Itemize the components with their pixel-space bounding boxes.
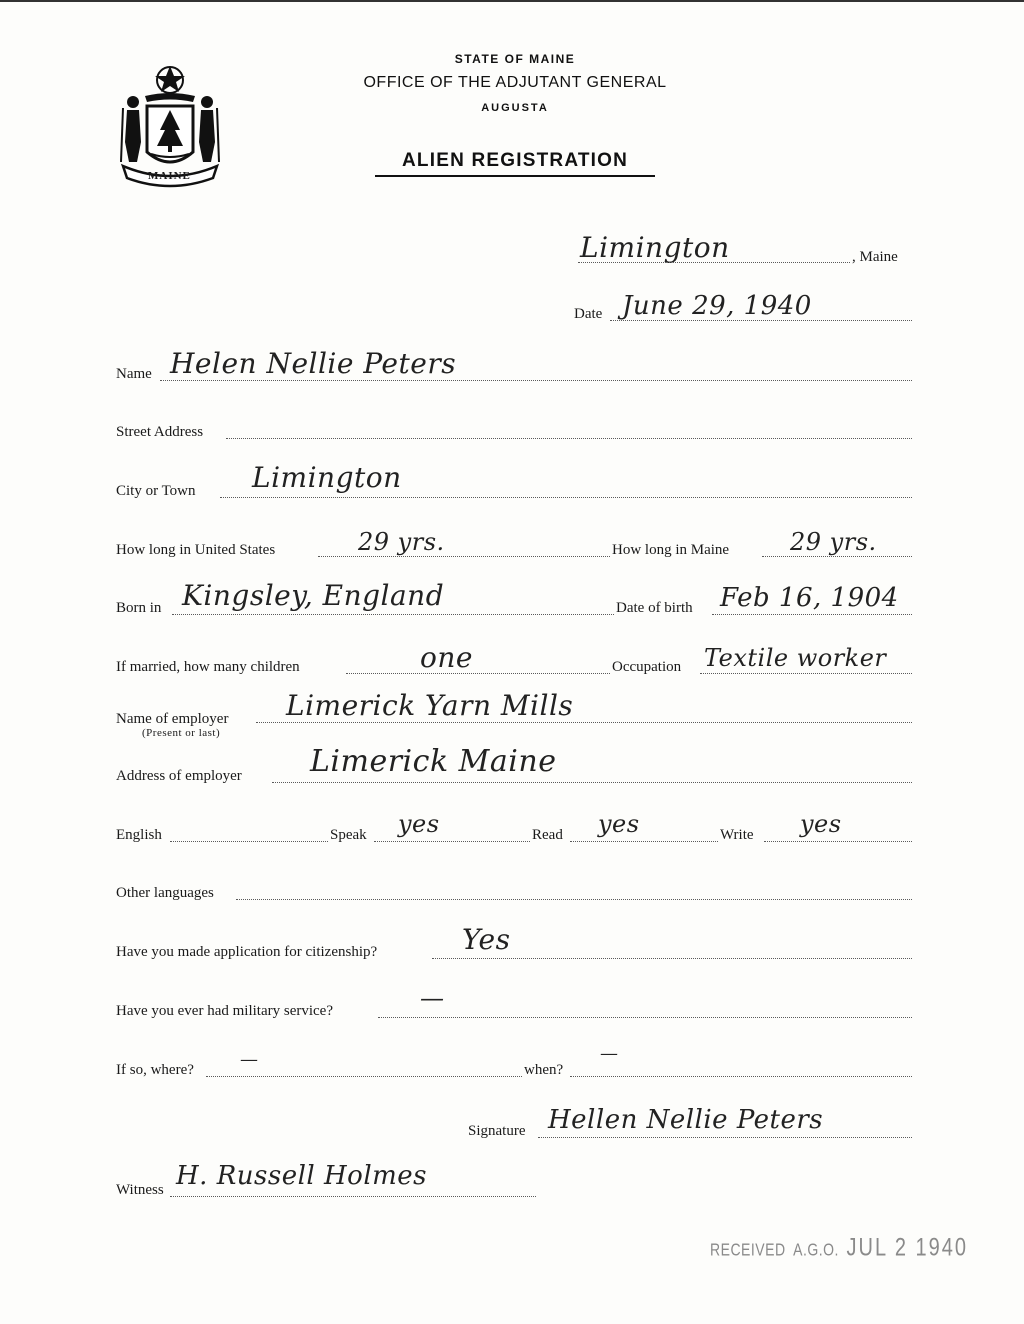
children-label: If married, how many children [116, 659, 300, 675]
speak-value: yes [398, 810, 440, 838]
when-line [570, 1076, 912, 1077]
other-languages-line [236, 899, 912, 900]
english-line [170, 841, 328, 842]
when-value: — [600, 1043, 619, 1064]
form-title: ALIEN REGISTRATION [401, 150, 629, 171]
occupation-value: Textile worker [704, 644, 887, 672]
us-duration-label: How long in United States [116, 542, 276, 558]
dob-line [712, 614, 912, 615]
where-line [206, 1076, 522, 1077]
born-label: Born in [116, 600, 162, 616]
street-line [226, 438, 912, 439]
other-languages-label: Other languages [116, 885, 214, 901]
city-label: City or Town [116, 483, 196, 499]
write-line [764, 841, 912, 842]
signature-label: Signature [468, 1123, 526, 1139]
title-underline [375, 175, 655, 177]
street-label: Street Address [116, 424, 204, 440]
header-city: AUGUSTA [481, 102, 549, 114]
children-line [346, 673, 610, 674]
military-value: — [420, 984, 445, 1012]
witness-line [170, 1196, 536, 1197]
born-value: Kingsley, England [182, 579, 445, 612]
employer-address-value: Limerick Maine [310, 744, 557, 779]
read-label: Read [532, 827, 563, 843]
maine-duration-label: How long in Maine [612, 542, 730, 558]
read-line [570, 841, 718, 842]
born-line [172, 614, 614, 615]
stamp-date: JUL 2 1940 [846, 1234, 969, 1262]
witness-value: H. Russell Holmes [176, 1161, 428, 1191]
maine-duration-value: 29 yrs. [790, 528, 877, 556]
town-line [578, 262, 850, 263]
dob-label: Date of birth [616, 600, 693, 616]
citizenship-line [432, 958, 912, 959]
write-value: yes [800, 810, 842, 838]
town-value: Limington [580, 231, 730, 264]
employer-address-label: Address of employer [116, 768, 242, 784]
city-value: Limington [252, 461, 402, 494]
occupation-label: Occupation [612, 659, 682, 675]
date-value: June 29, 1940 [622, 291, 812, 321]
witness-label: Witness [116, 1182, 164, 1198]
military-line [378, 1017, 912, 1018]
name-label: Name [116, 366, 152, 382]
employer-sublabel: (Present or last) [142, 727, 221, 739]
read-value: yes [598, 810, 640, 838]
write-label: Write [720, 827, 754, 843]
us-duration-line [318, 556, 610, 557]
maine-duration-line [762, 556, 912, 557]
employer-address-line [272, 782, 912, 783]
top-edge [0, 0, 1024, 2]
citizenship-value: Yes [462, 923, 511, 956]
town-state-label: , Maine [852, 249, 898, 265]
military-label: Have you ever had military service? [116, 1003, 333, 1019]
stamp-agency: A.G.O. [793, 1239, 839, 1259]
name-line [160, 380, 912, 381]
header-office: OFFICE OF THE ADJUTANT GENERAL [363, 74, 667, 91]
citizenship-label: Have you made application for citizenship? [116, 944, 378, 960]
city-line [220, 497, 912, 498]
where-label: If so, where? [116, 1062, 194, 1078]
speak-line [374, 841, 530, 842]
us-duration-value: 29 yrs. [358, 528, 445, 556]
employer-line [256, 722, 912, 723]
signature-value: Hellen Nellie Peters [548, 1105, 824, 1135]
seal-banner-text: MAINE [148, 170, 191, 182]
when-label: when? [524, 1062, 564, 1078]
stamp-received: RECEIVED [710, 1239, 786, 1259]
header-state: STATE OF MAINE [454, 52, 576, 66]
dob-value: Feb 16, 1904 [720, 583, 899, 613]
children-value: one [420, 641, 473, 674]
employer-label: Name of employer [116, 711, 229, 727]
speak-label: Speak [330, 827, 367, 843]
occupation-line [700, 673, 912, 674]
date-label: Date [574, 306, 603, 322]
where-value: — [240, 1049, 259, 1070]
signature-line [538, 1137, 912, 1138]
english-label: English [116, 827, 162, 843]
name-value: Helen Nellie Peters [170, 347, 457, 380]
date-line [610, 320, 912, 321]
employer-value: Limerick Yarn Mills [286, 689, 574, 722]
received-stamp [710, 1234, 968, 1263]
